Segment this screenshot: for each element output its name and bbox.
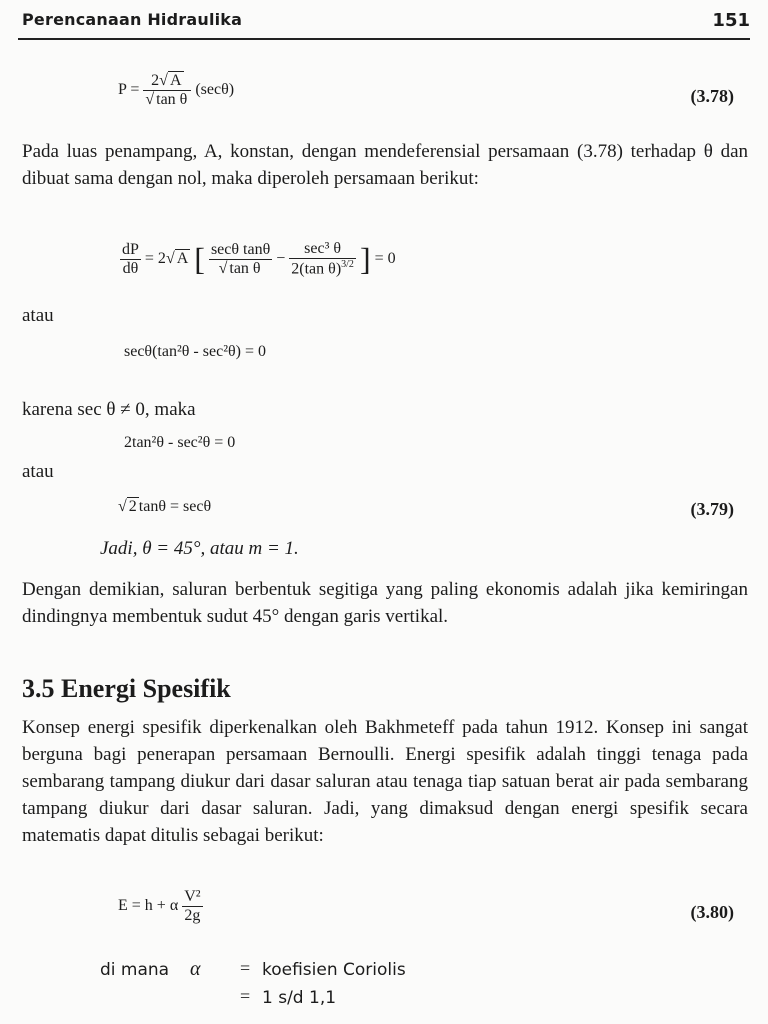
eq-379-rad: 2 bbox=[128, 498, 137, 515]
section-heading: 3.5 Energi Spesifik bbox=[22, 674, 231, 703]
equation-tan: 2tan²θ - sec²θ = 0 bbox=[124, 434, 236, 451]
header-rule bbox=[18, 38, 750, 40]
eq-diff-term1: $\frac{\text{secθ tanθ}}{\text{√ tan θ}}$ bbox=[210, 240, 271, 277]
eq-378-num-rad: A bbox=[169, 72, 182, 89]
where-eq-1: = bbox=[240, 958, 251, 978]
where-prefix: di mana bbox=[100, 960, 170, 980]
equation-number-3-78: (3.78) bbox=[690, 86, 734, 106]
eq-380-lhs: E = h + α bbox=[118, 897, 179, 915]
paragraph-1: Pada luas penampang, A, konstan, dengan mendeferensial persamaan (3.78) terhadap θ dan dibuat sama dengan nol, maka diperoleh persamaan berikut: bbox=[22, 141, 748, 189]
where-def-2: 1 s/d 1,1 bbox=[262, 988, 337, 1008]
equation-number-3-80: (3.80) bbox=[690, 902, 734, 922]
word-atau-2: atau bbox=[22, 461, 54, 482]
eq-diff-rad: A bbox=[176, 249, 189, 267]
eq-378-fraction: $\frac{2√ A}{\text{√ tan θ}}$ bbox=[143, 72, 191, 109]
equation-3-78: P = $\frac{2√ A}{\text{√ tan θ}}$ (secθ) bbox=[118, 72, 235, 108]
eq-diff-lhs: $\frac{dP}{d\theta}$ bbox=[122, 240, 139, 277]
equation-number-3-79: (3.79) bbox=[690, 499, 734, 519]
eq-diff-exponent: 3/2 bbox=[341, 259, 354, 270]
where-symbol: α bbox=[190, 958, 201, 980]
paragraph-3: Konsep energi spesifik diperkenalkan oleh Bakhmeteff pada tahun 1912. Konsep ini sangat berguna bagi penerapan persamaan Bernoulli. Energi spesifik adalah tinggi tenaga pada sembarang tampang diukur dari dasar saluran atau tenaga tiap satuan berat air pada sembarang tampang diukur dari dasar saluran. Jadi, yang dimaksud dengan energi spesifik secara matematis dapat ditulis sebagai berikut: bbox=[22, 717, 748, 846]
running-header-title: Perencanaan Hidraulika bbox=[22, 10, 243, 29]
eq-diff-rhs: = 0 bbox=[374, 249, 396, 267]
eq-378-tail: (secθ) bbox=[195, 81, 235, 99]
jadi-line: Jadi, θ = 45°, atau m = 1. bbox=[100, 538, 299, 559]
equation-3-80 bbox=[118, 888, 203, 925]
eq-378-num: 2 bbox=[151, 72, 160, 89]
eq-380-fraction: $\frac{\text{V²}}{2g}$ bbox=[184, 888, 201, 924]
eq-diff-term2: $\frac{\text{sec³ θ}}{2(\tan \theta)^{3/2}}$ bbox=[291, 240, 354, 278]
where-def-1: koefisien Coriolis bbox=[262, 960, 406, 980]
eq-379-rest: tanθ = secθ bbox=[138, 498, 212, 515]
eq-diff-minus: − bbox=[276, 249, 286, 267]
page-number: 151 bbox=[712, 10, 750, 31]
eq-378-den-rad: tan θ bbox=[156, 91, 188, 108]
eq-diff-coef: = 2 bbox=[144, 249, 166, 267]
equation-3-79: √ 2 tanθ = secθ bbox=[118, 498, 212, 515]
paragraph-2: Dengan demikian, saluran berbentuk segitiga yang paling ekonomis adalah jika kemiringan dindingnya membentuk sudut 45° dengan garis vertikal. bbox=[22, 579, 748, 627]
word-atau-1: atau bbox=[22, 305, 54, 326]
equation-sec: secθ(tan²θ - sec²θ) = 0 bbox=[124, 343, 266, 360]
karena-line: karena sec θ ≠ 0, maka bbox=[22, 399, 196, 420]
where-eq-2: = bbox=[240, 986, 251, 1006]
eq-378-lhs: P bbox=[118, 81, 127, 99]
equation-derivative: $\frac{dP}{d\theta}$ = 2√ A [ $\frac{\text{secθ tanθ}}{\text{√ tan θ}}$ − $\frac{\text{sec³ θ}}{2(\tan \theta)^{3/2}}$ ] = 0 bbox=[122, 240, 396, 278]
